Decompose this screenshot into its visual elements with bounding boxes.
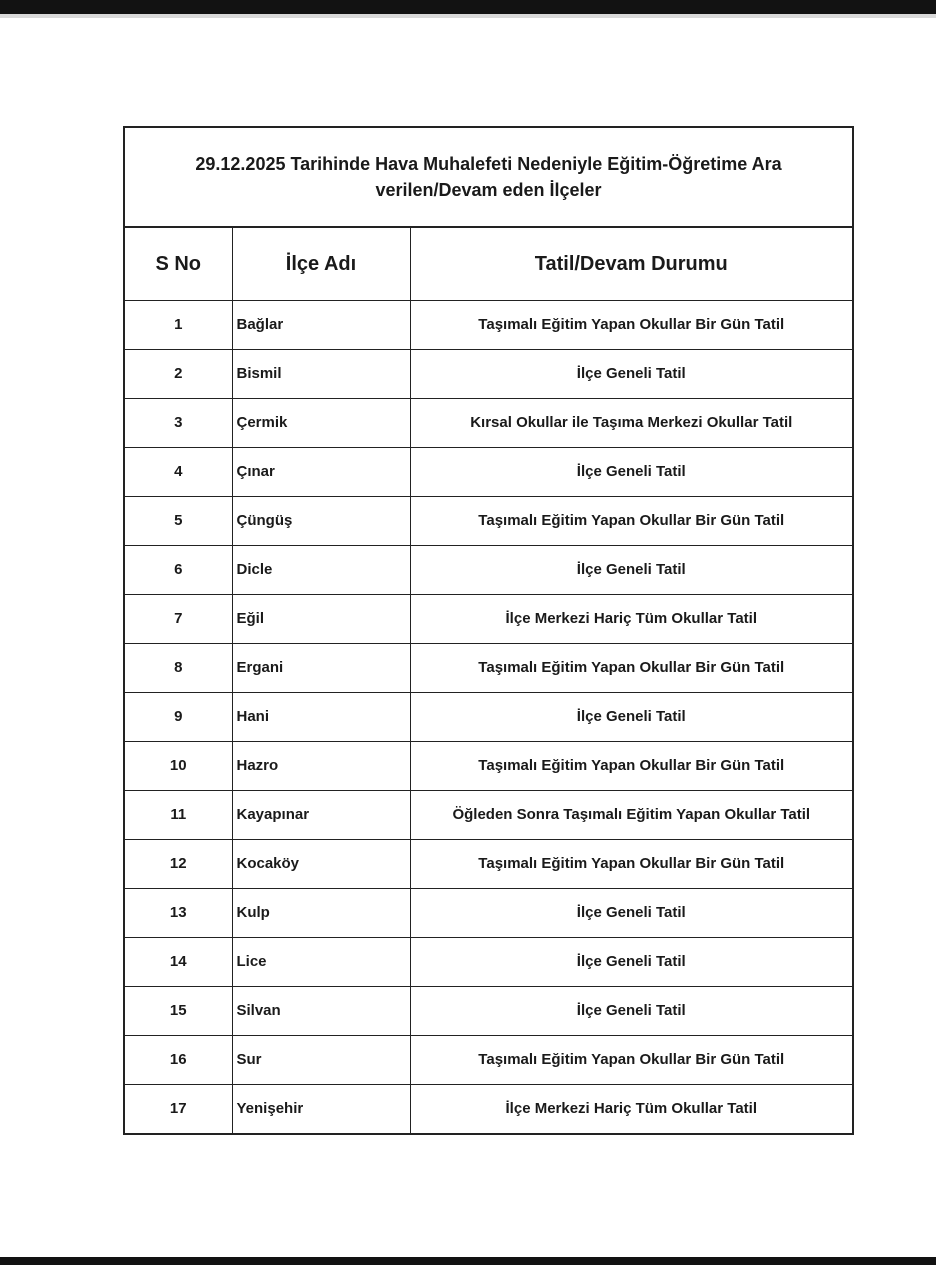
row-number: 15 xyxy=(124,987,232,1036)
status-text: Öğleden Sonra Taşımalı Eğitim Yapan Okullar Tatil xyxy=(410,791,853,840)
title-line-2: verilen/Devam eden İlçeler xyxy=(375,180,602,200)
row-number: 14 xyxy=(124,938,232,987)
row-number: 12 xyxy=(124,840,232,889)
table-row xyxy=(124,1036,853,1085)
row-number: 7 xyxy=(124,595,232,644)
table-row xyxy=(124,399,853,448)
table-row xyxy=(124,595,853,644)
district-name: Eğil xyxy=(232,595,410,644)
table-row xyxy=(124,497,853,546)
row-number: 13 xyxy=(124,889,232,938)
district-name: Dicle xyxy=(232,546,410,595)
district-name: Kulp xyxy=(232,889,410,938)
title-row xyxy=(124,127,853,227)
top-status-bar xyxy=(0,0,936,14)
row-number: 6 xyxy=(124,546,232,595)
row-number: 11 xyxy=(124,791,232,840)
header-row xyxy=(124,227,853,301)
district-name: Çermik xyxy=(232,399,410,448)
status-text: İlçe Geneli Tatil xyxy=(410,693,853,742)
status-text: Kırsal Okullar ile Taşıma Merkezi Okullar Tatil xyxy=(410,399,853,448)
district-name: Hazro xyxy=(232,742,410,791)
header-status: Tatil/Devam Durumu xyxy=(410,227,853,301)
district-name: Ergani xyxy=(232,644,410,693)
status-text: İlçe Geneli Tatil xyxy=(410,350,853,399)
table-row xyxy=(124,301,853,350)
row-number: 9 xyxy=(124,693,232,742)
district-name: Sur xyxy=(232,1036,410,1085)
status-text: Taşımalı Eğitim Yapan Okullar Bir Gün Tatil xyxy=(410,1036,853,1085)
title-line-1: 29.12.2025 Tarihinde Hava Muhalefeti Nedeniyle Eğitim-Öğretime Ara xyxy=(195,153,782,174)
row-number: 4 xyxy=(124,448,232,497)
row-number: 8 xyxy=(124,644,232,693)
bottom-navigation-bar xyxy=(0,1257,936,1265)
row-number: 1 xyxy=(124,301,232,350)
district-name: Bağlar xyxy=(232,301,410,350)
header-no: S No xyxy=(124,227,232,301)
district-name: Lice xyxy=(232,938,410,987)
table-row xyxy=(124,840,853,889)
status-text: İlçe Merkezi Hariç Tüm Okullar Tatil xyxy=(410,595,853,644)
table-row xyxy=(124,742,853,791)
district-status-table xyxy=(123,126,854,1135)
document-title xyxy=(124,127,853,227)
header-district: İlçe Adı xyxy=(232,227,410,301)
table-body xyxy=(124,127,853,1134)
status-text: İlçe Geneli Tatil xyxy=(410,938,853,987)
status-text: İlçe Geneli Tatil xyxy=(410,889,853,938)
district-name: Hani xyxy=(232,693,410,742)
row-number: 10 xyxy=(124,742,232,791)
table-row xyxy=(124,644,853,693)
district-name: Kayapınar xyxy=(232,791,410,840)
district-name: Bismil xyxy=(232,350,410,399)
table-row xyxy=(124,693,853,742)
row-number: 2 xyxy=(124,350,232,399)
table-row xyxy=(124,889,853,938)
status-text: Taşımalı Eğitim Yapan Okullar Bir Gün Tatil xyxy=(410,644,853,693)
district-name: Kocaköy xyxy=(232,840,410,889)
district-name: Yenişehir xyxy=(232,1085,410,1135)
table-row xyxy=(124,987,853,1036)
status-text: İlçe Merkezi Hariç Tüm Okullar Tatil xyxy=(410,1085,853,1135)
row-number: 5 xyxy=(124,497,232,546)
status-text: Taşımalı Eğitim Yapan Okullar Bir Gün Tatil xyxy=(410,840,853,889)
table-row xyxy=(124,1085,853,1135)
table-row xyxy=(124,546,853,595)
district-name: Çüngüş xyxy=(232,497,410,546)
row-number: 3 xyxy=(124,399,232,448)
table-row xyxy=(124,791,853,840)
status-text: Taşımalı Eğitim Yapan Okullar Bir Gün Tatil xyxy=(410,497,853,546)
district-name: Silvan xyxy=(232,987,410,1036)
status-text: Taşımalı Eğitim Yapan Okullar Bir Gün Tatil xyxy=(410,301,853,350)
row-number: 16 xyxy=(124,1036,232,1085)
district-name: Çınar xyxy=(232,448,410,497)
top-divider xyxy=(0,14,936,18)
table-row xyxy=(124,350,853,399)
row-number: 17 xyxy=(124,1085,232,1135)
table-row xyxy=(124,938,853,987)
status-text: İlçe Geneli Tatil xyxy=(410,987,853,1036)
table-row xyxy=(124,448,853,497)
status-text: Taşımalı Eğitim Yapan Okullar Bir Gün Tatil xyxy=(410,742,853,791)
status-text: İlçe Geneli Tatil xyxy=(410,546,853,595)
status-text: İlçe Geneli Tatil xyxy=(410,448,853,497)
